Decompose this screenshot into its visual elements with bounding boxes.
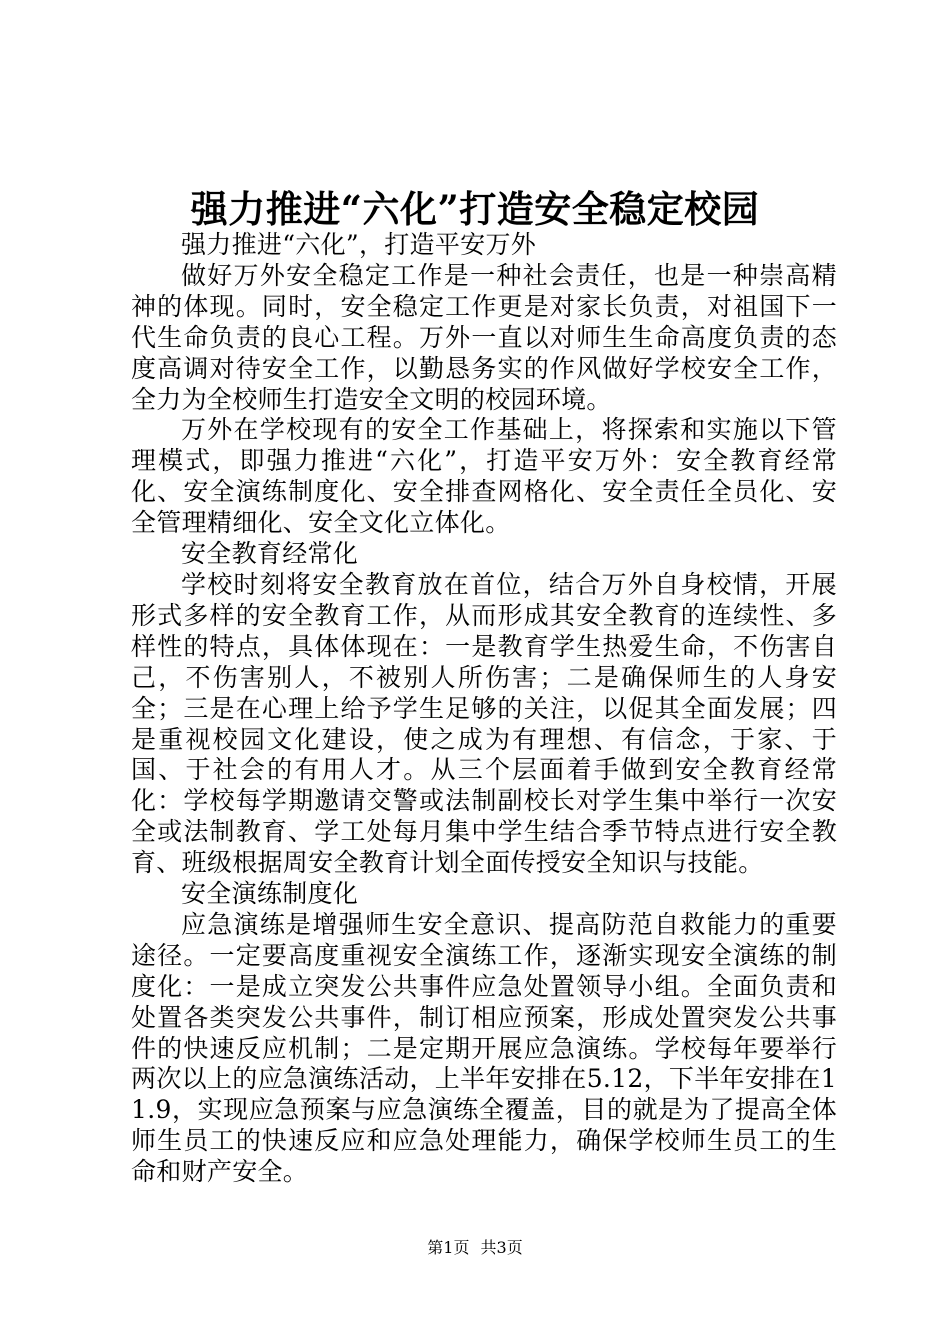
- subtitle-paragraph: 强力推进“六化”，打造平安万外: [181, 230, 537, 259]
- body-paragraph: 应急演练是增强师生安全意识、提高防范自救能力的重要途径。一定要高度重视安全演练工作，逐渐实现安全演练的制度化：一是成立突发公共事件应急处置领导小组。全面负责和处置各类突发公共事件，制订相应预案，形成处置突发公共事件的快速反应机制；二是定期开展应急演练。学校每年要举行两次以上的应急演练活动，上半年安排在5.12，下半年安排在11.9，实现应急预案与应急演练全覆盖，目的就是为了提高全体师生员工的快速反应和应急处理能力，确保学校师生员工的生命和财产安全。: [131, 909, 837, 1187]
- body-paragraph: 万外在学校现有的安全工作基础上，将探索和实施以下管理模式，即强力推进“六化”，打造平安万外：安全教育经常化、安全演练制度化、安全排查网格化、安全责任全员化、安全管理精细化、安全文化立体化。: [131, 415, 837, 538]
- page-footer: 第1页 共3页: [427, 1238, 523, 1257]
- section-heading: 安全教育经常化: [181, 539, 359, 569]
- document-title: 强力推进“六化”打造安全稳定校园: [190, 187, 760, 231]
- document-body: [131, 230, 837, 1188]
- section-heading: 安全演练制度化: [181, 879, 359, 909]
- body-paragraph: 学校时刻将安全教育放在首位，结合万外自身校情，开展形式多样的安全教育工作，从而形成其安全教育的连续性、多样性的特点，具体体现在：一是教育学生热爱生命，不伤害自己，不伤害别人，不被别人所伤害；二是确保师生的人身安全；三是在心理上给予学生足够的关注，以促其全面发展；四是重视校园文化建设，使之成为有理想、有信念，于家、于国、于社会的有用人才。从三个层面着手做到安全教育经常化：学校每学期邀请交警或法制副校长对学生集中举行一次安全或法制教育、学工处每月集中学生结合季节特点进行安全教育、班级根据周安全教育计划全面传授安全知识与技能。: [131, 569, 837, 878]
- body-paragraph: 做好万外安全稳定工作是一种社会责任，也是一种崇高精神的体现。同时，安全稳定工作更是对家长负责，对祖国下一代生命负责的良心工程。万外一直以对师生生命高度负责的态度高调对待安全工作，以勤恳务实的作风做好学校安全工作，全力为全校师生打造安全文明的校园环境。: [131, 260, 837, 414]
